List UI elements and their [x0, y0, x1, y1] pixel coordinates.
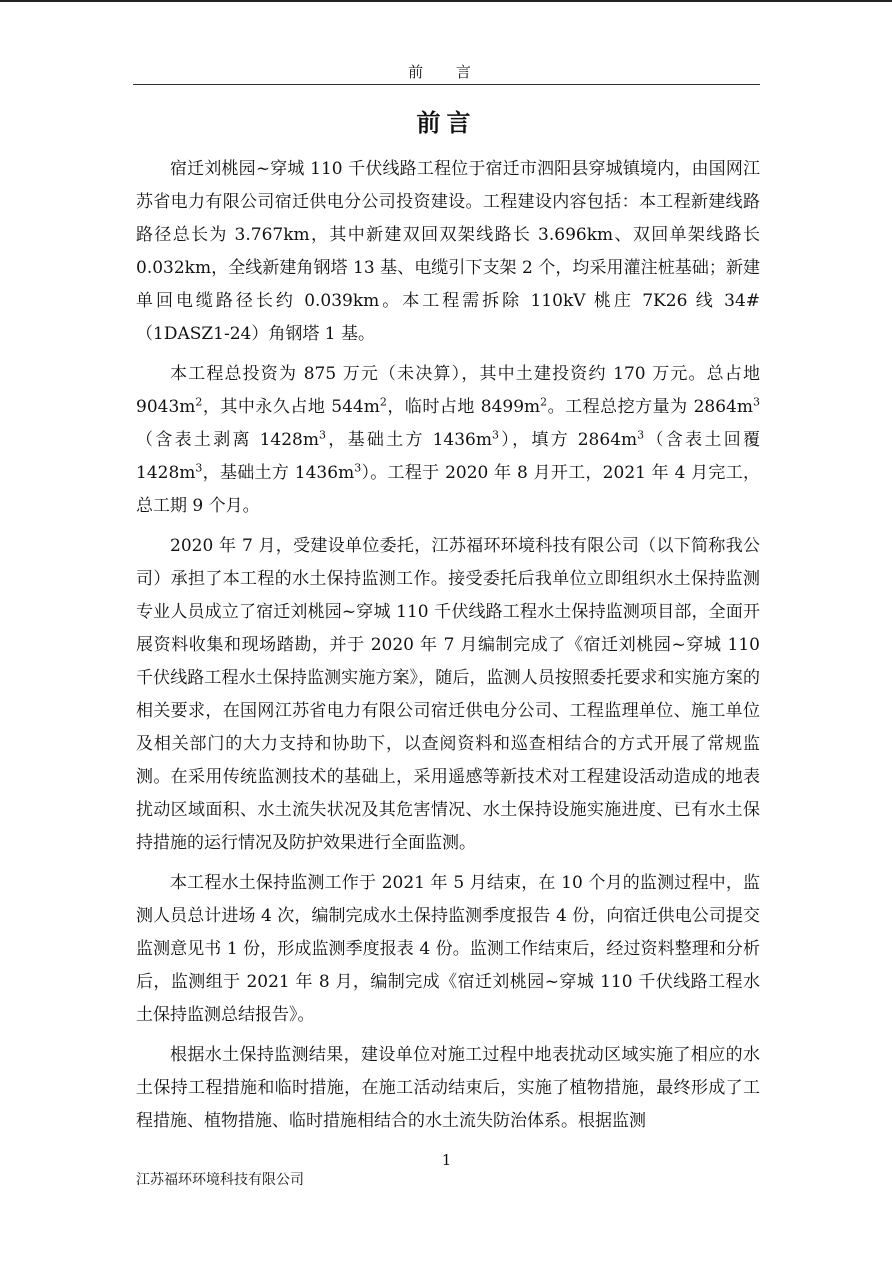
p2-segment: （含表土回覆 1428m — [136, 430, 761, 483]
p2-segment: 。工程总挖方量为 2864m — [547, 397, 753, 417]
superscript: 2 — [540, 395, 548, 409]
p2-segment: ，基础土方 1436m — [202, 463, 355, 483]
header-rule — [133, 84, 760, 85]
superscript: 2 — [195, 395, 203, 409]
paragraph-1: 宿迁刘桃园~穿城 110 千伏线路工程位于宿迁市泗阳县穿城镇境内，由国网江苏省电力有限公司宿迁供电分公司投资建设。工程建设内容包括：本工程新建线路路径总长为 3.767km，其中新建双回双架线路长 3.696km、双回单架线路长 0.032km，全线新建角钢塔 13 基、电缆引下支架 2 个，均采用灌注桩基础；新建单回电缆路径长约 0.039km。本工程需拆除 110kV 桃庄 7K26 线 34#（1DASZ1-24）角钢塔 1 基。 — [136, 159, 760, 344]
p2-segment: 本工程总投资为 875 万元（未决算），其中土建投资约 170 万元。总占地 9043m — [136, 364, 760, 417]
body-text — [136, 153, 760, 1145]
paragraph-3: 2020 年 7 月，受建设单位委托，江苏福环环境科技有限公司（以下简称我公司）承担了本工程的水土保持监测工作。接受委托后我单位立即组织水土保持监测专业人员成立了宿迁刘桃园~穿城 110 千伏线路工程水土保持监测项目部，全面开展资料收集和现场踏勘，并于 2020 年 7 月编制完成了《宿迁刘桃园~穿城 110 千伏线路工程水土保持监测实施方案》，随后，监测人员按照委托要求和实施方案的相关要求，在国网江苏省电力有限公司宿迁供电分公司、工程监理单位、施工单位及相关部门的大力支持和协助下，以查阅资料和巡查相结合的方式开展了常规监测。在采用传统监测技术的基础上，采用遥感等新技术对工程建设活动造成的地表扰动区域面积、水土流失状况及其危害情况、水土保持设施实施进度、已有水土保持措施的运行情况及防护效果进行全面监测。 — [136, 536, 760, 853]
footer-company: 江苏福环环境科技有限公司 — [136, 1172, 304, 1188]
superscript: 3 — [752, 395, 760, 409]
p2-segment: ，其中永久占地 544m — [202, 397, 380, 417]
paragraph-5: 根据水土保持监测结果，建设单位对施工过程中地表扰动区域实施了相应的水土保持工程措施和临时措施，在施工活动结束后，实施了植物措施，最终形成了工程措施、植物措施、临时措施相结合的水土流失防治体系。根据监测 — [136, 1045, 760, 1131]
document-title: 前言 — [416, 108, 477, 137]
paragraph-4: 本工程水土保持监测工作于 2021 年 5 月结束，在 10 个月的监测过程中，监测人员总计进场 4 次，编制完成水土保持监测季度报告 4 份，向宿迁供电公司提交监测意见书 1 份，形成监测季度报表 4 份。监测工作结束后，经过资料整理和分析后，监测组于 2021 年 8 月，编制完成《宿迁刘桃园~穿城 110 千伏线路工程水土保持监测总结报告》。 — [136, 873, 760, 1025]
superscript: 3 — [318, 428, 326, 442]
p2-segment: ，基础土方 1436m — [325, 430, 492, 450]
running-header: 前 言 — [408, 63, 485, 81]
paragraph-2 — [136, 358, 760, 523]
p2-segment: （含表土剥离 1428m — [136, 430, 319, 450]
p2-segment: ）。工程于 2020 年 8 月开工，2021 年 4 月完工，总工期 9 个月。 — [136, 463, 760, 516]
superscript: 3 — [354, 461, 362, 475]
p2-segment: ，临时占地 8499m — [386, 397, 541, 417]
superscript: 3 — [491, 428, 499, 442]
page-number: 1 — [441, 1151, 452, 1169]
superscript: 3 — [637, 428, 645, 442]
p2-segment: ），填方 2864m — [498, 430, 638, 450]
superscript: 3 — [195, 461, 203, 475]
superscript: 2 — [379, 395, 387, 409]
page-top-border — [0, 0, 892, 2]
